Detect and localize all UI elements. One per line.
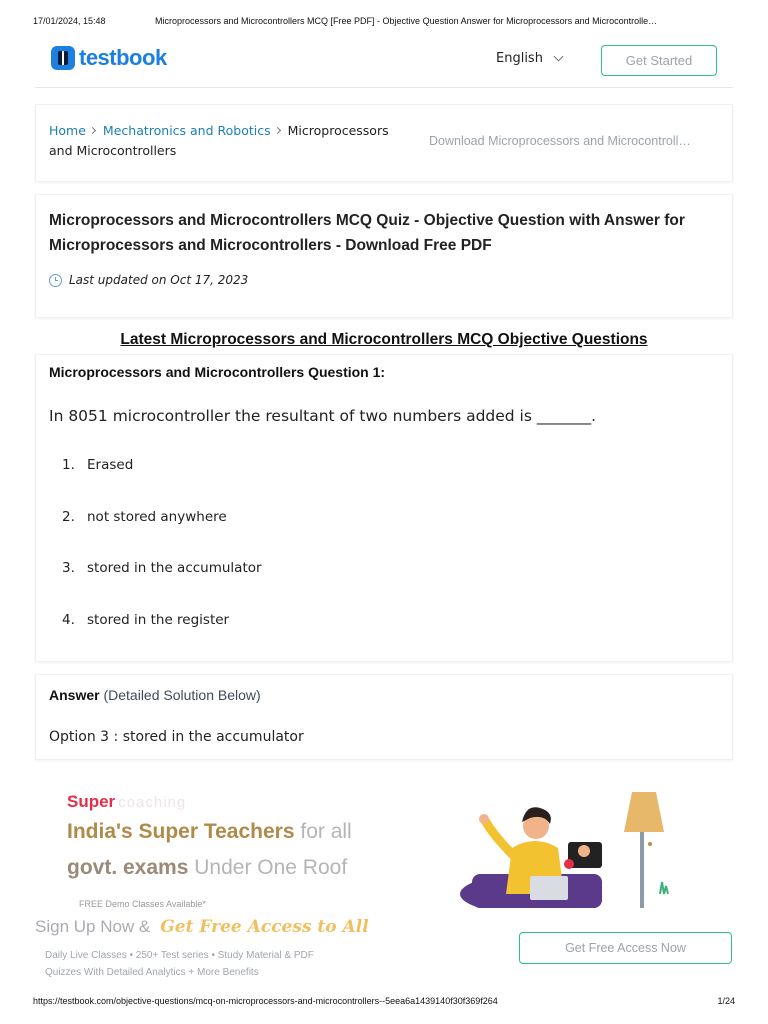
- supercoaching-banner[interactable]: [35, 778, 733, 908]
- option-text: Erased: [87, 457, 134, 473]
- benefits-line-2: Quizzes With Detailed Analytics + More Benefits: [45, 967, 259, 978]
- breadcrumb-current: Microprocessors and Microcontrollers: [49, 123, 389, 158]
- option-number: 2.: [62, 508, 75, 525]
- clock-icon: [49, 274, 62, 287]
- option-item[interactable]: [62, 457, 262, 509]
- language-selector[interactable]: [496, 51, 562, 66]
- get-free-access-button[interactable]: Get Free Access Now: [519, 932, 732, 964]
- promo-headline-bold: India's Super Teachers: [67, 820, 295, 843]
- chevron-down-icon: [554, 52, 564, 62]
- promo-subline: [67, 856, 347, 880]
- supercoaching-logo: [67, 792, 186, 812]
- option-number: 3.: [62, 560, 75, 576]
- last-updated-text: Last updated on Oct 17, 2023: [69, 273, 249, 287]
- option-text: stored in the accumulator: [87, 560, 262, 576]
- signup-accent: Get Free Access to All: [160, 917, 369, 937]
- promo-subline-bold: govt. exams: [67, 856, 189, 879]
- signup-title: [35, 917, 369, 937]
- super-brand-sub: coaching: [118, 793, 187, 811]
- page-title: Microprocessors and Microcontrollers MCQ Quiz - Objective Question with Answer for Microprocessors and Microcontrollers - Download Free PDF: [49, 212, 685, 254]
- page-number: 1/24: [717, 996, 735, 1006]
- print-datetime: 17/01/2024, 15:48: [33, 16, 106, 26]
- super-brand: Super: [67, 792, 116, 811]
- top-navbar: [35, 40, 733, 88]
- print-footer: [33, 996, 735, 1006]
- option-number: 1.: [62, 457, 75, 473]
- option-number: 4.: [62, 611, 75, 628]
- section-heading: Latest Microprocessors and Microcontrollers MCQ Objective Questions: [120, 331, 648, 348]
- answer-label: [49, 687, 261, 703]
- answer-text: Option 3 : stored in the accumulator: [49, 729, 304, 745]
- option-text: stored in the register: [87, 611, 230, 628]
- promo-note: FREE Demo Classes Available*: [79, 899, 206, 908]
- benefits-list: [45, 947, 314, 981]
- promo-subline-rest: Under One Roof: [194, 856, 348, 879]
- get-started-button[interactable]: Get Started: [601, 45, 717, 76]
- promo-headline: [67, 820, 352, 844]
- testbook-logo-icon: [51, 46, 75, 70]
- answer-heading: Answer: [49, 687, 100, 703]
- logo-text: testbook: [79, 45, 167, 70]
- signup-title-text: Sign Up Now &: [35, 917, 151, 936]
- title-card: [35, 194, 733, 318]
- print-page-title: Microprocessors and Microcontrollers MCQ [Free PDF] - Objective Question Answer for Microprocessors and Microcontrolle…: [155, 16, 658, 26]
- teacher-illustration: [460, 786, 710, 908]
- breadcrumb-home[interactable]: Home: [49, 123, 86, 138]
- testbook-logo[interactable]: [51, 45, 167, 71]
- breadcrumb-card: [35, 104, 733, 182]
- detailed-solution-link[interactable]: (Detailed Solution Below): [103, 687, 261, 703]
- question-card: [35, 354, 733, 662]
- options-list: [62, 457, 262, 663]
- print-url: https://testbook.com/objective-questions/mcq-on-microprocessors-and-microcontrollers--5eea6a1439140f30f369f264: [33, 996, 498, 1006]
- benefits-line-1: Daily Live Classes • 250+ Test series • Study Material & PDF: [45, 950, 314, 961]
- signup-banner: [35, 908, 733, 988]
- language-label: English: [496, 51, 543, 66]
- last-updated: [49, 273, 248, 287]
- option-item[interactable]: [62, 560, 262, 612]
- breadcrumb: [49, 121, 389, 161]
- print-header: [33, 16, 735, 26]
- breadcrumb-mechatronics[interactable]: Mechatronics and Robotics: [102, 123, 271, 138]
- download-pdf-link[interactable]: Download Microprocessors and Microcontroll…: [429, 134, 691, 148]
- option-item[interactable]: [62, 509, 262, 561]
- option-text: not stored anywhere: [87, 508, 227, 525]
- chevron-right-icon: [89, 127, 96, 134]
- question-label: Microprocessors and Microcontrollers Question 1:: [49, 364, 386, 380]
- option-item[interactable]: [62, 612, 262, 664]
- chevron-right-icon: [274, 127, 281, 134]
- promo-headline-rest: for all: [300, 820, 352, 843]
- answer-card: [35, 674, 733, 760]
- question-text: In 8051 microcontroller the resultant of two numbers added is _______.: [49, 407, 597, 425]
